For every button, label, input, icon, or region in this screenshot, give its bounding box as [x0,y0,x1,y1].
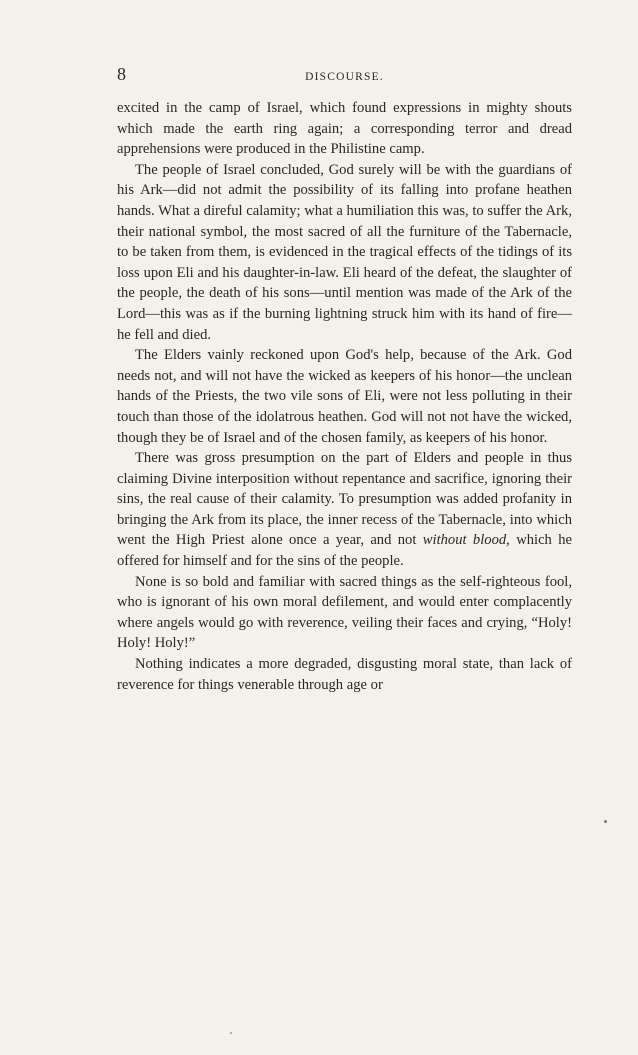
text-run: excited in the camp of Israel, which found expressions in mighty shouts which made the earth ring again; a corresponding terror and dread apprehensions were produced in the Philistine camp. [117,100,572,158]
paragraph [117,654,572,695]
paragraph [117,98,572,160]
paragraph [117,160,572,345]
text-run: The people of Israel concluded, God surely will be with the guardians of his Ark—did not admit the possibility of its falling into profane heathen hands. What a direful calamity; what a humiliation this was, to suffer the Ark, their national symbol, the most sacred of all the furniture of the Tabernacle, to be taken from them, is evidenced in the tragical effects of the tidings of its loss upon Eli and his daughter-in-law. Eli heard of the defeat, the slaughter of the people, the death of his sons—until mention was made of the Ark of the Lord—this was as if the burning lightning struck him with its hand of fire—he fell and died. [117,161,572,343]
page-number: 8 [117,64,126,84]
text-run: There was gross presumption on the part of Elders and people in thus claiming Divine interposition without repentance and sacrifice, ignoring their sins, the real cause of their calamity. To presumption was added profanity in bringing the Ark from its place, the inner recess of the Tabernacle, into which went the High Priest alone once a year, and not [117,450,572,549]
paragraph [117,345,572,448]
text-run: which he offered for himself and for the sins of the people. [117,532,572,570]
italic-text: without blood, [422,532,510,549]
paper-speck [604,820,607,823]
text-run: None is so bold and familiar with sacred things as the self-righteous fool, who is ignorant of his own moral defilement, and would enter complacently where angels would go with reverence, veiling their faces and crying, “Holy! Holy! Holy!” [117,573,572,652]
body-text [117,98,572,695]
text-run: The Elders vainly reckoned upon God's help, because of the Ark. God needs not, and will not have the wicked as keepers of his honor—the unclean hands of the Priests, the two vile sons of Eli, were not less polluting in their touch than those of the idolatrous heathen. God will not not have the wicked, though they be of Israel and of the chosen family, as keepers of his honor. [117,347,572,446]
running-head: DISCOURSE. [305,71,384,83]
paragraph [117,448,572,572]
text-run: Nothing indicates a more degraded, disgusting moral state, than lack of reverence for things venerable through age or [117,656,572,693]
paper-speck [230,1032,232,1034]
paragraph [117,572,572,654]
page-header [117,64,572,90]
